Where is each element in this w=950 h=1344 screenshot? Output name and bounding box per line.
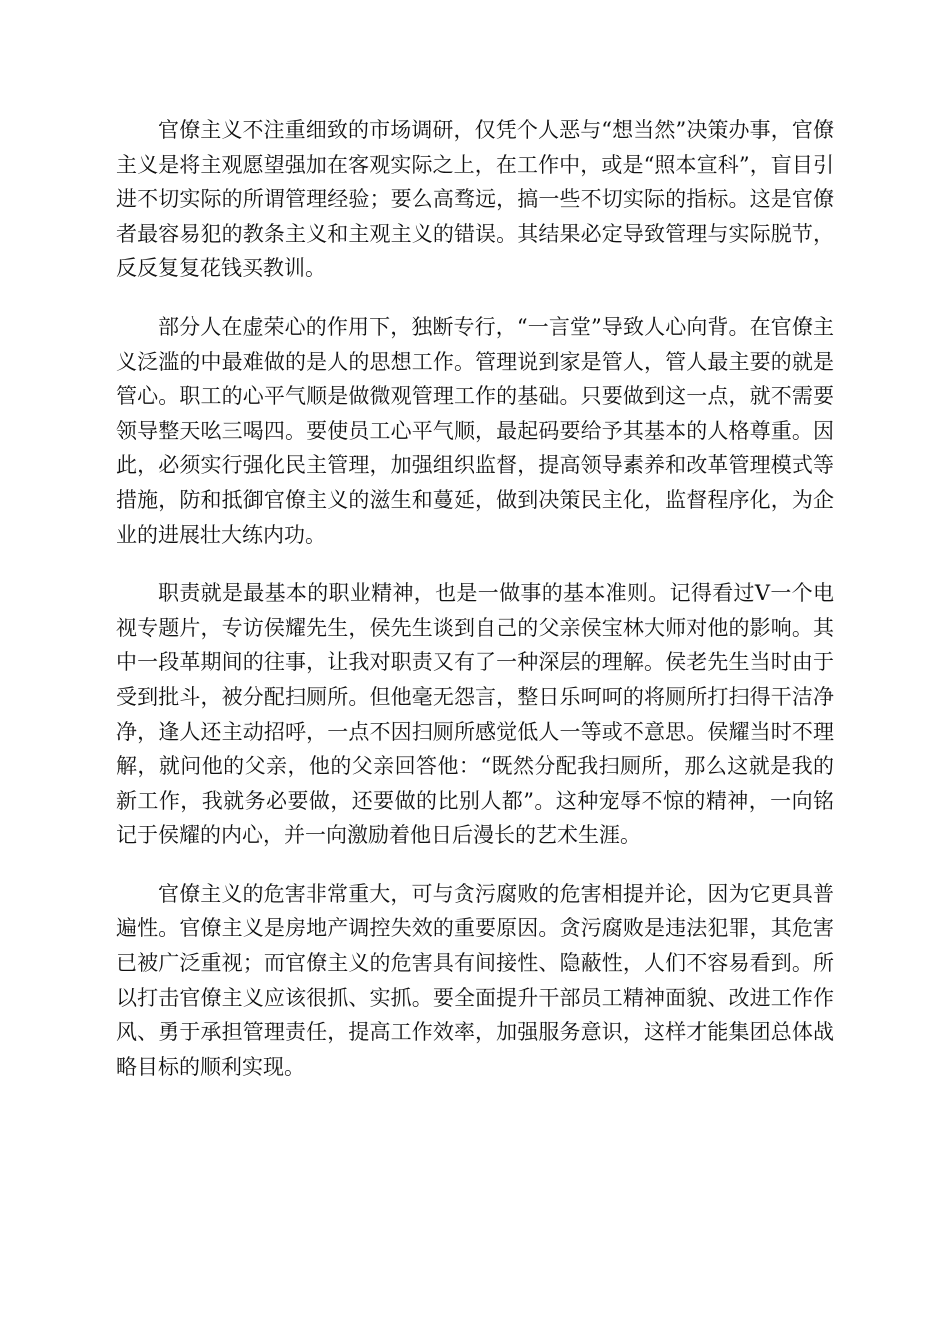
paragraph-3: 职责就是最基本的职业精神，也是一做事的基本准则。记得看过V一个电视专题片，专访侯耀先生，侯先生谈到自己的父亲侯宝林大师对他的影响。其中一段革期间的往事，让我对职责又有了一种深层的理解。侯老先生当时由于受到批斗，被分配扫厕所。但他毫无怨言，整日乐呵呵的将厕所打扫得干洁净净，逢人还主动招呼，一点不因扫厕所感觉低人一等或不意思。侯耀当时不理解，就问他的父亲，他的父亲回答他：“既然分配我扫厕所，那么这就是我的新工作，我就务必要做，还要做的比别人都”。这种宠辱不惊的精神，一向铭记于侯耀的内心，并一向激励着他日后漫长的艺术生涯。 <box>116 581 834 848</box>
paragraph-1: 官僚主义不注重细致的市场调研，仅凭个人恶与“想当然”决策办事，官僚主义是将主观愿望强加在客观实际之上，在工作中，或是“照本宣科”，盲目引进不切实际的所谓管理经验；要么高骛远，搞一些不切实际的指标。这是官僚者最容易犯的教条主义和主观主义的错误。其结果必定导致管理与实际脱节，反反复复花钱买教训。 <box>116 118 834 281</box>
paragraph-4: 官僚主义的危害非常重大，可与贪污腐败的危害相提并论，因为它更具普遍性。官僚主义是房地产调控失效的重要原因。贪污腐败是违法犯罪，其危害已被广泛重视；而官僚主义的危害具有间接性、隐蔽性，人们不容易看到。所以打击官僚主义应该很抓、实抓。要全面提升干部员工精神面貌、改进工作作风、勇于承担管理责任，提高工作效率，加强服务意识，这样才能集团总体战略目标的顺利实现。 <box>116 881 834 1079</box>
paragraph-2: 部分人在虚荣心的作用下，独断专行，“一言堂”导致人心向背。在官僚主义泛滥的中最难做的是人的思想工作。管理说到家是管人，管人最主要的就是管心。职工的心平气顺是做微观管理工作的基础。只要做到这一点，就不需要领导整天吆三喝四。要使员工心平气顺，最起码要给予其基本的人格尊重。因此，必须实行强化民主管理，加强组织监督，提高领导素养和改革管理模式等措施，防和抵御官僚主义的滋生和蔓延，做到决策民主化，监督程序化，为企业的进展壮大练内功。 <box>116 314 834 547</box>
document-body <box>116 113 834 1108</box>
